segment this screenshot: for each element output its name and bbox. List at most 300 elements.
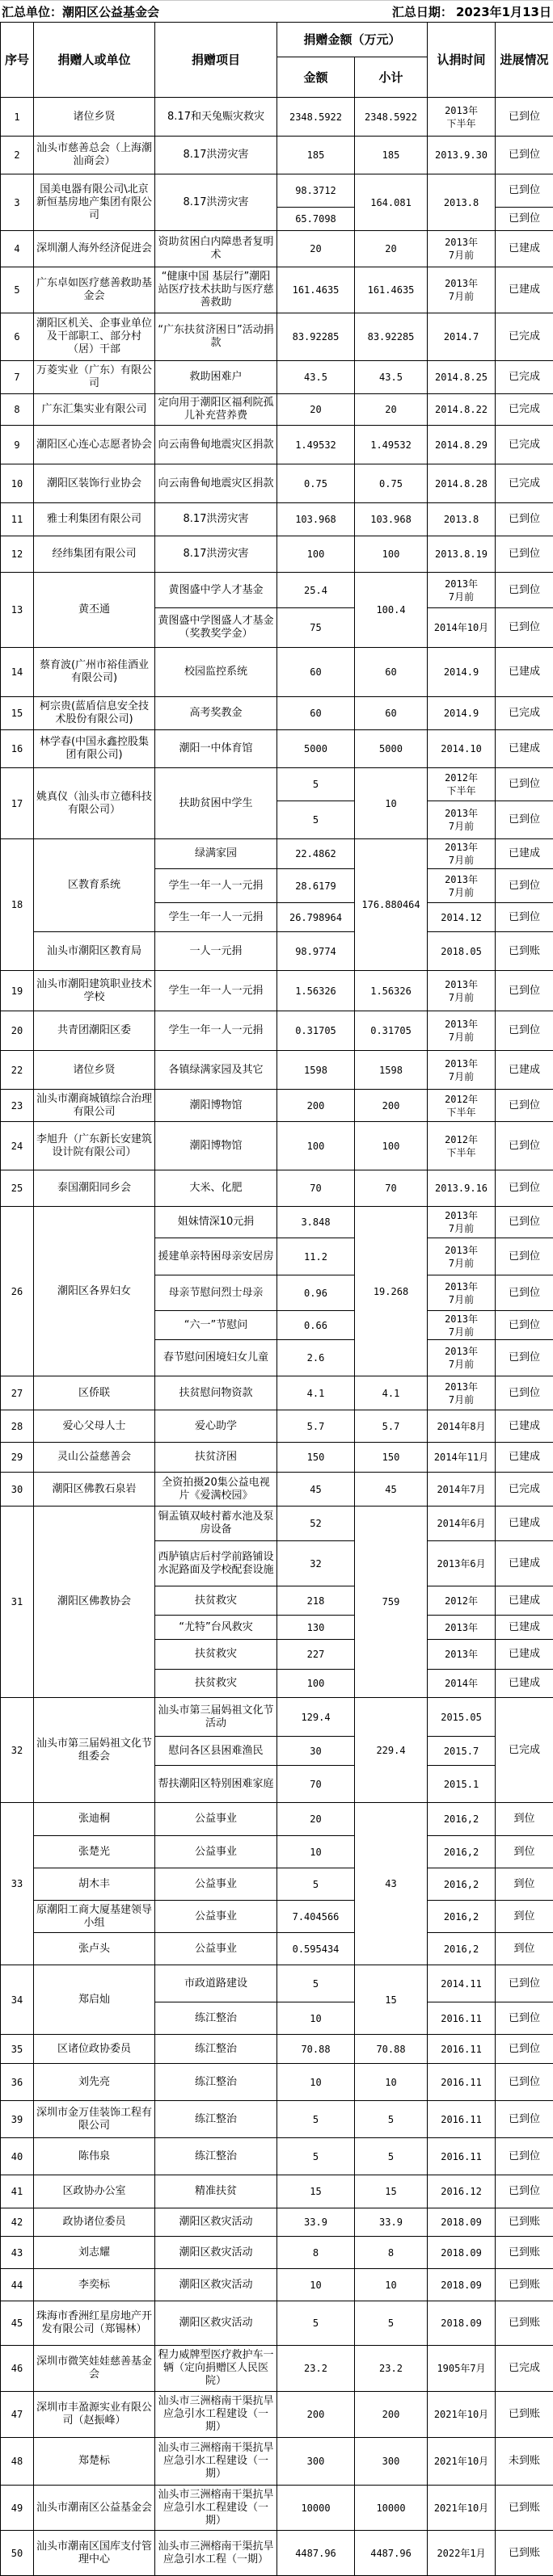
cell-amount: 25.4 [277,573,355,608]
cell-status: 已完成 [496,313,553,361]
table-row [1,174,553,208]
cell-subtotal: 164.081 [355,174,428,231]
cell-status: 已到位 [496,1340,553,1376]
cell-status: 已完成 [496,361,553,394]
cell-seq: 4 [1,231,34,267]
cell-project: 扶贫救灾 [155,1586,277,1616]
cell-donor: 诸位乡贤 [34,98,155,137]
cell-status: 已到位 [496,1170,553,1207]
cell-project: 各镇绿满家园及其它 [155,1051,277,1090]
cell-subtotal: 103.968 [355,503,428,536]
cell-seq: 40 [1,2138,34,2175]
cell-amount: 33.9 [277,2208,355,2237]
cell-date: 2013年 7月前 [428,1238,496,1275]
cell-seq: 17 [1,768,34,839]
cell-amount: 1.49532 [277,426,355,464]
table-row [1,1868,553,1901]
table-row [1,267,553,313]
cell-seq: 15 [1,697,34,730]
table-row [1,2438,553,2486]
cell-date: 2012年 下半年 [428,1090,496,1122]
cell-date: 2013年 7月前 [428,1011,496,1051]
cell-status: 已建成 [496,1507,553,1541]
cell-seq: 28 [1,1410,34,1443]
cell-donor: 汕头市第三届妈祖文化节组委会 [34,1698,155,1803]
cell-donor: 共青团潮阳区委 [34,1011,155,1051]
cell-donor: 汕头市潮南区国库支付管理中心 [34,2531,155,2576]
header-donor: 捐赠人或单位 [34,23,155,98]
cell-donor: 广东汇集实业有限公司 [34,394,155,426]
cell-donor: 潮阳区各界妇女 [34,1207,155,1376]
cell-seq: 1 [1,98,34,137]
cell-project: 公益事业 [155,1901,277,1933]
cell-subtotal: 20 [355,394,428,426]
cell-project: 汕头市三洲榕南干渠抗旱应急引水工程（一期） [155,2531,277,2576]
cell-status: 已到位 [496,536,553,573]
cell-subtotal: 8 [355,2237,428,2269]
cell-date: 2013年 7月前 [428,869,496,903]
table-row [1,2208,553,2237]
cell-amount: 45 [277,1473,355,1507]
cell-amount: 5000 [277,730,355,768]
cell-subtotal: 83.92285 [355,313,428,361]
cell-amount: 185 [277,137,355,174]
cell-project: 一人一元捐 [155,932,277,971]
cell-donor: 潮阳区装饰行业协会 [34,464,155,503]
cell-date: 2013.8.19 [428,536,496,573]
cell-amount: 5 [277,801,355,839]
cell-date: 2014.8.25 [428,361,496,394]
cell-date: 2015.7 [428,1737,496,1766]
table-row [1,536,553,573]
cell-amount: 5.7 [277,1410,355,1443]
cell-project: 学生一年一人一元捐 [155,971,277,1011]
cell-project: 绿满家园 [155,839,277,869]
cell-seq: 41 [1,2175,34,2208]
cell-subtotal: 23.2 [355,2346,428,2392]
cell-date: 2016,2 [428,1868,496,1901]
cell-amount: 1.56326 [277,971,355,1011]
cell-date: 2018.09 [428,2269,496,2301]
cell-date: 2013年 下半年 [428,98,496,137]
cell-seq: 9 [1,426,34,464]
cell-date: 2021年10月 [428,2486,496,2531]
cell-amount: 70 [277,1170,355,1207]
table-row [1,1207,553,1238]
cell-date: 2016,2 [428,1933,496,1965]
cell-subtotal: 0.75 [355,464,428,503]
cell-date: 2016.11 [428,2035,496,2064]
cell-status: 已到位 [496,2064,553,2101]
cell-seq: 45 [1,2301,34,2346]
cell-project: 资助贫困白内障患者复明术 [155,231,277,267]
cell-seq: 24 [1,1122,34,1170]
cell-donor: 诸位乡贤 [34,1051,155,1090]
cell-project: 8.17洪涝灾害 [155,174,277,231]
cell-amount: 100 [277,1670,355,1698]
cell-donor: 汕头市潮南区公益基金会 [34,2486,155,2531]
cell-status: 已建成 [496,1541,553,1586]
cell-project: 全资拍摄20集公益电视片《爱满校园》 [155,1473,277,1507]
cell-status: 已到位 [496,1376,553,1410]
cell-status: 已建成 [496,1410,553,1443]
cell-status: 已建成 [496,1616,553,1640]
cell-amount: 129.4 [277,1698,355,1737]
cell-date: 2013.8 [428,174,496,231]
cell-seq: 13 [1,573,34,648]
cell-date: 2013年 7月前 [428,1340,496,1376]
cell-project: 扶助贫困中学生 [155,768,277,839]
cell-amount: 5 [277,768,355,801]
cell-date: 2013年 [428,1616,496,1640]
cell-seq: 49 [1,2486,34,2531]
cell-seq: 10 [1,464,34,503]
cell-seq: 16 [1,730,34,768]
cell-amount: 15 [277,2175,355,2208]
cell-subtotal: 15 [355,2175,428,2208]
cell-subtotal: 100 [355,1122,428,1170]
cell-donor: 潮阳区机关、企事业单位及干部职工、部分村（居）干部 [34,313,155,361]
cell-project: 西胪镇店后村学前路铺设水泥路面及学校配套设施 [155,1541,277,1586]
cell-project: 练江整治 [155,2064,277,2101]
cell-amount: 28.6179 [277,869,355,903]
table-row [1,1443,553,1473]
table-row [1,2138,553,2175]
cell-project: 市政道路建设 [155,1965,277,2002]
cell-seq: 26 [1,1207,34,1376]
cell-donor: 郑启灿 [34,1965,155,2035]
cell-project: 汕头市三洲榕南干渠抗旱应急引水工程建设（一期） [155,2486,277,2531]
cell-project: 潮阳区救灾活动 [155,2208,277,2237]
cell-amount: 7.404566 [277,1901,355,1933]
cell-amount: 20 [277,1803,355,1836]
cell-subtotal: 10 [355,2064,428,2101]
cell-project: 潮阳区救灾活动 [155,2301,277,2346]
cell-amount: 300 [277,2438,355,2486]
cell-amount: 5 [277,2138,355,2175]
cell-amount: 23.2 [277,2346,355,2392]
cell-project: 潮阳一中体育馆 [155,730,277,768]
cell-amount: 100 [277,536,355,573]
cell-amount: 5 [277,2301,355,2346]
table-row [1,1090,553,1122]
cell-project: 精准扶贫 [155,2175,277,2208]
cell-subtotal: 0.31705 [355,1011,428,1051]
cell-date: 2014年10月 [428,608,496,648]
cell-project: “尤特”台风救灾 [155,1616,277,1640]
cell-date: 2012年 [428,1586,496,1616]
table-row [1,1803,553,1836]
cell-project: 潮阳博物馆 [155,1090,277,1122]
table-row [1,1051,553,1090]
table-row [1,137,553,174]
cell-subtotal: 20 [355,231,428,267]
cell-date: 2021年10月 [428,2392,496,2438]
cell-status: 已建成 [496,267,553,313]
header-subtotal: 小计 [355,57,428,98]
cell-seq: 35 [1,2035,34,2064]
cell-amount: 0.31705 [277,1011,355,1051]
cell-project: 学生一年一人一元捐 [155,903,277,932]
cell-subtotal: 200 [355,2392,428,2438]
cell-project: 救助困难户 [155,361,277,394]
cell-date: 2013.9.30 [428,137,496,174]
cell-amount: 8 [277,2237,355,2269]
cell-status: 已完成 [496,697,553,730]
cell-donor: 汕头市慈善总会（上海潮汕商会） [34,137,155,174]
donation-table [0,22,553,2576]
cell-donor: 刘先亮 [34,2064,155,2101]
cell-subtotal: 161.4635 [355,267,428,313]
cell-date: 2016,2 [428,1803,496,1836]
table-row [1,1376,553,1410]
table-row [1,394,553,426]
cell-date: 2012年 下半年 [428,768,496,801]
cell-status: 已到账 [496,2392,553,2438]
cell-project: 练江整治 [155,2002,277,2035]
cell-status: 已完成 [496,426,553,464]
cell-amount: 10 [277,1836,355,1868]
cell-amount: 0.595434 [277,1933,355,1965]
cell-date: 2021年10月 [428,2438,496,2486]
cell-seq: 12 [1,536,34,573]
cell-project: 练江整治 [155,2035,277,2064]
cell-donor: 区侨联 [34,1376,155,1410]
cell-subtotal: 229.4 [355,1698,428,1803]
table-row [1,2175,553,2208]
cell-amount: 98.3712 [277,174,355,208]
cell-status: 已到位 [496,1090,553,1122]
cell-date: 2014.7 [428,313,496,361]
cell-subtotal: 10 [355,768,428,839]
cell-project: “健康中国 基层行”潮阳站医疗技术扶助与医疗慈善救助 [155,267,277,313]
cell-amount: 20 [277,394,355,426]
cell-date: 2014.12 [428,903,496,932]
cell-status: 已到位 [496,1311,553,1340]
cell-amount: 75 [277,608,355,648]
table-row [1,768,553,801]
cell-project: 向云南鲁甸地震灾区捐款 [155,464,277,503]
cell-date: 1905年7月 [428,2346,496,2392]
cell-amount: 26.798964 [277,903,355,932]
cell-project: 铜盂镇双岐村蓄水池及泵房设备 [155,1507,277,1541]
cell-subtotal: 70 [355,1170,428,1207]
cell-project: 学生一年一人一元捐 [155,869,277,903]
cell-status: 未到账 [496,2438,553,2486]
table-row [1,426,553,464]
cell-amount: 20 [277,231,355,267]
cell-amount: 10000 [277,2486,355,2531]
cell-status: 已到位 [496,768,553,801]
cell-subtotal: 1.56326 [355,971,428,1011]
cell-amount: 161.4635 [277,267,355,313]
cell-amount: 10 [277,2002,355,2035]
cell-project: 向云南鲁甸地震灾区捐款 [155,426,277,464]
table-row [1,1122,553,1170]
cell-date: 2013年6月 [428,1541,496,1586]
cell-subtotal: 1598 [355,1051,428,1090]
cell-project: 公益事业 [155,1836,277,1868]
cell-donor: 原潮阳工商大厦基建领导小组 [34,1901,155,1933]
cell-date: 2013年 7月前 [428,801,496,839]
cell-project: 爱心助学 [155,1410,277,1443]
cell-status: 已到账 [496,2301,553,2346]
cell-status: 已到位 [496,2101,553,2138]
cell-donor: 万菱实业（广东）有限公司 [34,361,155,394]
cell-status: 已到账 [496,2531,553,2576]
table-row [1,1473,553,1507]
cell-donor: 深圳潮人海外经济促进会 [34,231,155,267]
cell-project: 公益事业 [155,1803,277,1836]
cell-amount: 1598 [277,1051,355,1090]
cell-date: 2013年 7月前 [428,1051,496,1090]
table-row [1,730,553,768]
cell-donor: 潮阳区佛教石泉岩 [34,1473,155,1507]
cell-amount: 200 [277,2392,355,2438]
cell-status: 已到账 [496,2237,553,2269]
header-date: 认捐时间 [428,23,496,98]
cell-seq: 6 [1,313,34,361]
cell-amount: 70 [277,1766,355,1803]
cell-subtotal: 33.9 [355,2208,428,2237]
cell-seq: 11 [1,503,34,536]
cell-project: 扶贫济困 [155,1443,277,1473]
cell-status: 已到位 [496,208,553,231]
cell-amount: 2348.5922 [277,98,355,137]
cell-date: 2015.1 [428,1766,496,1803]
cell-seq: 33 [1,1803,34,1965]
cell-subtotal: 4.1 [355,1376,428,1410]
cell-project: 春节慰问困境妇女儿童 [155,1340,277,1376]
cell-donor: 李奕标 [34,2269,155,2301]
cell-amount: 130 [277,1616,355,1640]
cell-seq: 47 [1,2392,34,2438]
cell-donor: 广东卓如医疗慈善救助基金会 [34,267,155,313]
cell-donor: 区诸位政协委员 [34,2035,155,2064]
cell-status: 已完成 [496,2346,553,2392]
cell-date: 2016.11 [428,2138,496,2175]
cell-subtotal: 1.49532 [355,426,428,464]
cell-project: 学生一年一人一元捐 [155,1011,277,1051]
cell-status: 已到位 [496,2138,553,2175]
cell-status: 已建成 [496,1443,553,1473]
cell-status: 已到位 [496,573,553,608]
cell-seq: 18 [1,839,34,971]
cell-amount: 10 [277,2269,355,2301]
cell-project: 练江整治 [155,2138,277,2175]
cell-date: 2016.11 [428,2101,496,2138]
table-row [1,1410,553,1443]
cell-status: 已完成 [496,1473,553,1507]
cell-status: 已建成 [496,1051,553,1090]
cell-subtotal: 10000 [355,2486,428,2531]
table-row [1,1965,553,2002]
cell-seq: 27 [1,1376,34,1410]
cell-status: 已完成 [496,394,553,426]
cell-subtotal: 70.88 [355,2035,428,2064]
cell-subtotal: 60 [355,648,428,697]
cell-project: 8.17洪涝灾害 [155,503,277,536]
cell-date: 2014.11 [428,1965,496,2002]
cell-seq: 50 [1,2531,34,2576]
cell-status: 已完成 [496,464,553,503]
cell-amount: 4487.96 [277,2531,355,2576]
cell-status: 已到位 [496,1965,553,2002]
cell-project: 公益事业 [155,1933,277,1965]
summary-date-value: 2023年1月13日 [455,4,551,19]
cell-date: 2015.05 [428,1698,496,1737]
table-row [1,971,553,1011]
cell-seq: 44 [1,2269,34,2301]
cell-date: 2016.11 [428,2002,496,2035]
cell-status: 到位 [496,1868,553,1901]
cell-donor: 区教育系统 [34,839,155,932]
cell-date: 2013年 7月前 [428,971,496,1011]
cell-amount: 11.2 [277,1238,355,1275]
cell-status: 已到位 [496,1122,553,1170]
cell-amount: 0.96 [277,1275,355,1311]
cell-project: 姐妹情深10元捐 [155,1207,277,1238]
table-body [1,98,553,2576]
cell-amount: 52 [277,1507,355,1541]
cell-seq: 43 [1,2237,34,2269]
cell-status: 到位 [496,1803,553,1836]
cell-subtotal: 15 [355,1965,428,2035]
cell-date: 2014.8.28 [428,464,496,503]
cell-status: 已完成 [496,1698,553,1803]
cell-amount: 218 [277,1586,355,1616]
cell-amount: 5 [277,1965,355,2002]
cell-subtotal: 150 [355,1443,428,1473]
cell-subtotal: 300 [355,2438,428,2486]
header-status: 进展情况 [496,23,553,98]
cell-date: 2013年 7月前 [428,1311,496,1340]
cell-donor: 蔡育波(广州市裕佳酒业有限公司) [34,648,155,697]
cell-project: 校园监控系统 [155,648,277,697]
cell-donor: 汕头市潮商城镇综合治理有限公司 [34,1090,155,1122]
cell-amount: 22.4862 [277,839,355,869]
table-row [1,932,553,971]
table-row [1,573,553,608]
cell-seq: 25 [1,1170,34,1207]
cell-seq: 48 [1,2438,34,2486]
cell-status: 已到账 [496,2269,553,2301]
cell-status: 已建成 [496,839,553,869]
cell-seq: 3 [1,174,34,231]
cell-subtotal: 43 [355,1803,428,1965]
cell-amount: 98.9774 [277,932,355,971]
cell-date: 2014年7月 [428,1473,496,1507]
cell-donor: 潮阳区佛教协会 [34,1507,155,1698]
table-row [1,464,553,503]
header-project: 捐赠项目 [155,23,277,98]
cell-subtotal: 100.4 [355,573,428,648]
cell-subtotal: 10 [355,2269,428,2301]
cell-seq: 8 [1,394,34,426]
cell-amount: 5 [277,2101,355,2138]
table-row [1,1170,553,1207]
cell-subtotal: 176.880464 [355,839,428,971]
cell-status: 已到位 [496,903,553,932]
cell-amount: 30 [277,1737,355,1766]
cell-project: 8.17和天兔赈灾救灾 [155,98,277,137]
table-row [1,1836,553,1868]
cell-status: 到位 [496,1933,553,1965]
cell-date: 2013.8 [428,503,496,536]
cell-seq: 32 [1,1698,34,1803]
report-title-bar [0,0,553,22]
cell-amount: 0.75 [277,464,355,503]
